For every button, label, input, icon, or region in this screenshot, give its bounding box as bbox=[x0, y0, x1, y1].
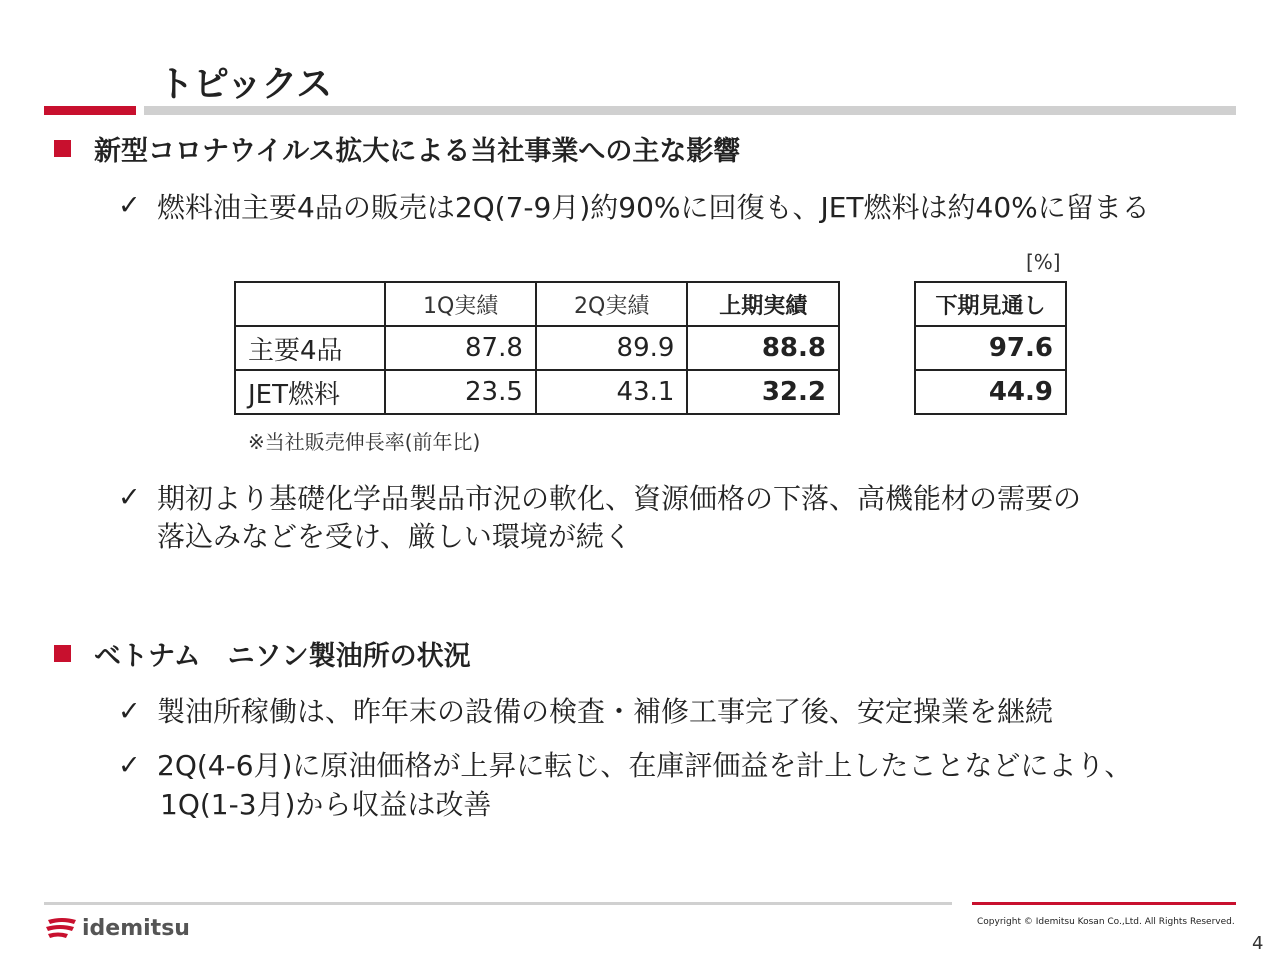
check-mark-icon: ✓ bbox=[118, 750, 141, 781]
cell-h1: 88.8 bbox=[687, 326, 839, 370]
page-title: トピックス bbox=[158, 64, 332, 105]
company-logo-text: idemitsu bbox=[82, 916, 190, 941]
idemitsu-logo-icon bbox=[44, 916, 80, 942]
table-header-q2: 2Q実績 bbox=[536, 282, 688, 326]
footer-rule-accent bbox=[972, 902, 1236, 905]
section-heading-covid: 新型コロナウイルス拡大による当社事業への主な影響 bbox=[94, 136, 741, 167]
table-row bbox=[915, 370, 1066, 414]
bullet-chemicals-line1: 期初より基礎化学品製品市況の軟化、資源価格の下落、高機能材の需要の bbox=[157, 482, 1082, 515]
table-row bbox=[235, 370, 839, 414]
cell-q2: 43.1 bbox=[536, 370, 688, 414]
cell-h1: 32.2 bbox=[687, 370, 839, 414]
table-unit-label: [%] bbox=[1026, 250, 1061, 274]
bullet-refinery-operation: 製油所稼働は、昨年末の設備の検査・補修工事完了後、安定操業を継続 bbox=[157, 695, 1054, 728]
bullet-earnings-line2: 1Q(1-3月)から収益は改善 bbox=[160, 788, 492, 821]
outlook-header-row bbox=[915, 282, 1066, 326]
table-footnote: ※当社販売伸長率(前年比) bbox=[248, 430, 481, 454]
red-square-bullet-icon bbox=[54, 140, 71, 157]
cell-q1: 23.5 bbox=[385, 370, 536, 414]
check-mark-icon: ✓ bbox=[118, 190, 141, 221]
table-row bbox=[235, 326, 839, 370]
cell-q2: 89.9 bbox=[536, 326, 688, 370]
bullet-chemicals-line2: 落込みなどを受け、厳しい環境が続く bbox=[157, 520, 632, 553]
red-square-bullet-icon bbox=[54, 645, 71, 662]
title-underline bbox=[144, 106, 1236, 115]
check-mark-icon: ✓ bbox=[118, 482, 141, 513]
bullet-fuel-sales: 燃料油主要4品の販売は2Q(7-9月)約90%に回復も、JET燃料は約40%に留まる bbox=[157, 191, 1150, 224]
outlook-header: 下期見通し bbox=[915, 282, 1066, 326]
table-header-q1: 1Q実績 bbox=[385, 282, 536, 326]
bullet-earnings-line1: 2Q(4-6月)に原油価格が上昇に転じ、在庫評価益を計上したことなどにより、 bbox=[157, 749, 1133, 782]
title-underline-accent bbox=[44, 106, 136, 115]
table-row bbox=[915, 326, 1066, 370]
page-number: 4 bbox=[1252, 933, 1264, 954]
section-heading-vietnam: ベトナム ニソン製油所の状況 bbox=[94, 641, 471, 672]
row-label: 主要4品 bbox=[235, 326, 385, 370]
table-header-row bbox=[235, 282, 839, 326]
cell-outlook: 97.6 bbox=[915, 326, 1066, 370]
cell-outlook: 44.9 bbox=[915, 370, 1066, 414]
sales-growth-table bbox=[234, 281, 840, 415]
table-header-h1: 上期実績 bbox=[687, 282, 839, 326]
copyright-text: Copyright © Idemitsu Kosan Co.,Ltd. All Rights Reserved. bbox=[977, 917, 1235, 927]
cell-q1: 87.8 bbox=[385, 326, 536, 370]
outlook-table bbox=[914, 281, 1067, 415]
footer-rule bbox=[44, 902, 952, 905]
table-header-empty bbox=[235, 282, 385, 326]
check-mark-icon: ✓ bbox=[118, 696, 141, 727]
row-label: JET燃料 bbox=[235, 370, 385, 414]
